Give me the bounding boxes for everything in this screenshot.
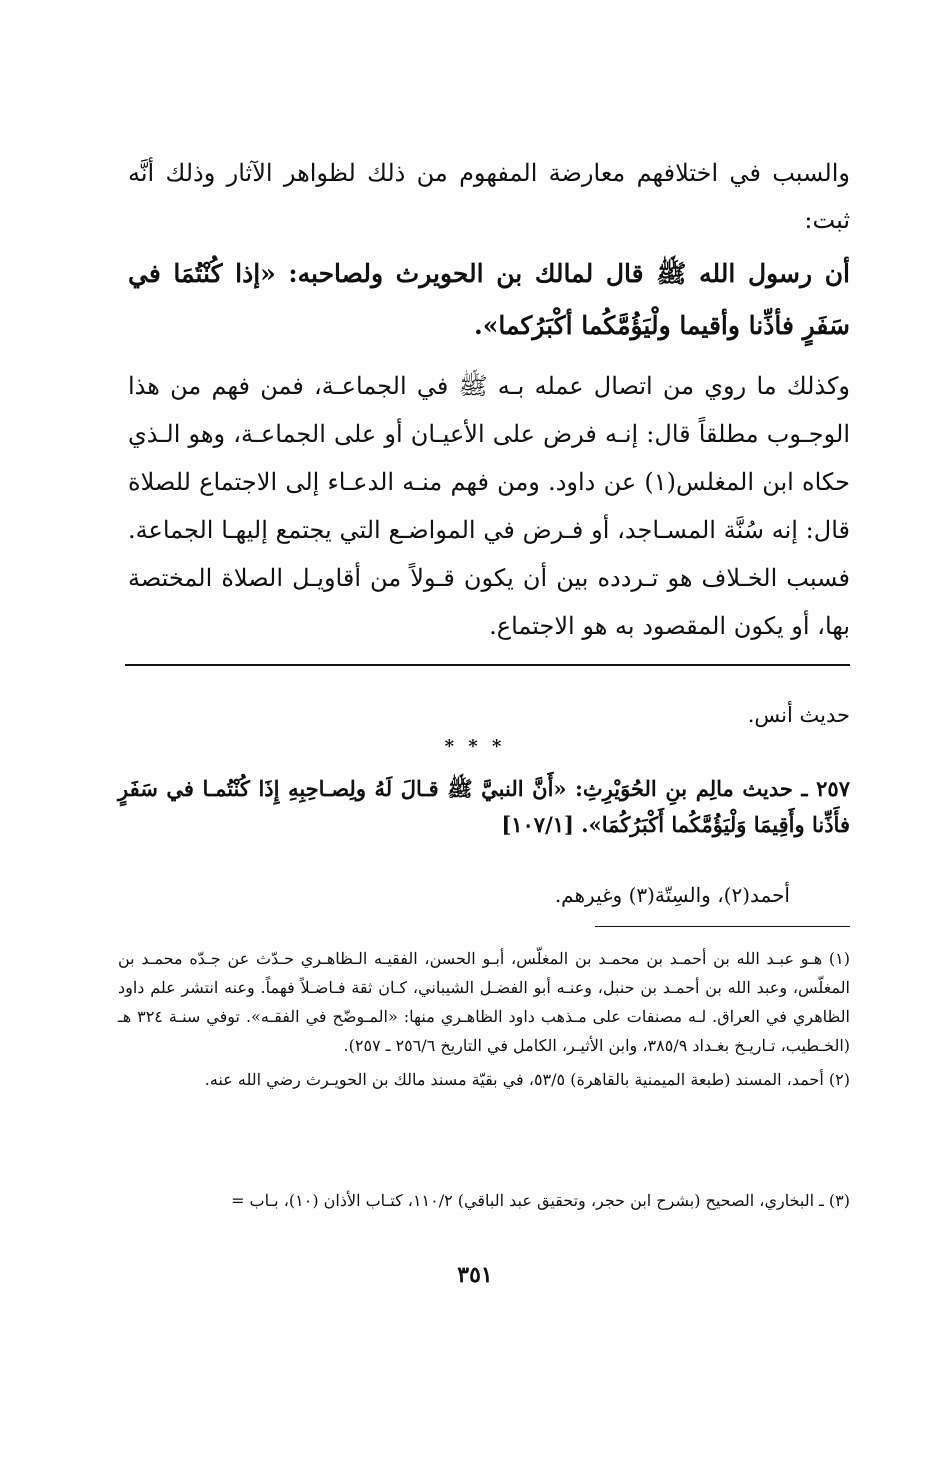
page-number: ٣٥١ [457,1262,493,1288]
takhrij-line: أحمد(٢)، والسِتّة(٣) وغيرهم. [554,883,790,907]
footnote-2: (٢) أحمد، المسند (طبعة الميمنية بالقاهرة) ٥٣/٥، في بقيّة مسند مالك بن الحويـرث رضي الله عنه. [204,1070,850,1089]
asterisk-separator: * * * [444,736,506,757]
section-divider [125,664,850,666]
main-text [128,150,850,650]
paragraph-congregation: وكذلك ما روي من اتصال عمله بـه ﷺ في الجماعـة، فمن فهم من هذا الوجـوب مطلقاً قال: إنـه فرض على الأعيـان أو على الجماعـة، وهو الـذي حكاه ابن المغلس(١) عن داود. ومن فهم منـه الدعـاء إلى الاجتماع للصلاة قال: إنه سُنَّة المسـاجد، أو فـرض في المواضـع التي يجتمع إليهـا الجماعة. فسبب الخـلاف هو تـردده بين أن يكون قـولاً من أقاويـل الصلاة المختصة بها، أو يكون المقصود به هو الاجتماع. [128,372,851,640]
footnotes [118,944,850,1099]
hadith-257: ٢٥٧ ـ حديث مالِم بنِ الحُوَيْرِثِ: «أَنَّ النبيَّ ﷺ قـالَ لَهُ ولِصـاحِبِهِ إِذَا كُنْتُمـا في سَفَرٍ فأَذِّنا وأَقِيمَا وَلْيَؤُمَّكُما أَكْبَرُكُمَا». [١٠٧/١] [118,776,850,837]
hadith-anas-line: حديث أنس. [747,703,850,727]
footnote-3: (٣) ـ البخاري، الصحيح (بشرح ابن حجر، وتحقيق عبد الباقي) ١١٠/٢، كتـاب الأذان (١٠)، بـاب = [231,1191,850,1210]
hadith-quote: أن رسول الله ﷺ قال لمالك بن الحويرث ولصاحبه: «إذا كُنْتُمَا في سَفَرٍ فأذِّنا وأقيما ولْيَؤُمَّكُما أكْبَرُكما». [128,259,850,340]
footnote-divider [595,926,850,927]
footnote-1: (١) هـو عبـد الله بن أحمـد بن محمـد بن المغلّس، أبـو الحسن، الفقيـه الـظاهـري حـدّث عن جـدّه محمـد بن المغلّس، وعبد الله بن أحمـد بن حنبل، وعنـه أبو الفضـل الشيباني، كـان ثقة فـاضـلاً فهماً. وعنه انتشر علم داود الظاهري في العراق. لـه مصنفات على مـذهب داود الظاهـري منها: «المـوضّح في الفقـه». توفي سنـة ٣٢٤ هـ (الخـطيب، تـاريـخ بغـداد ٣٨٥/٩، وابن الأثيـر، الكامل في التاريخ ٢٥٦/٦ ـ ٢٥٧). [118,949,850,1055]
paragraph-cause-of-disagreement: والسبب في اختلافهم معارضة المفهوم من ذلك لظواهر الآثار وذلك أنَّه ثبت: [128,159,851,234]
